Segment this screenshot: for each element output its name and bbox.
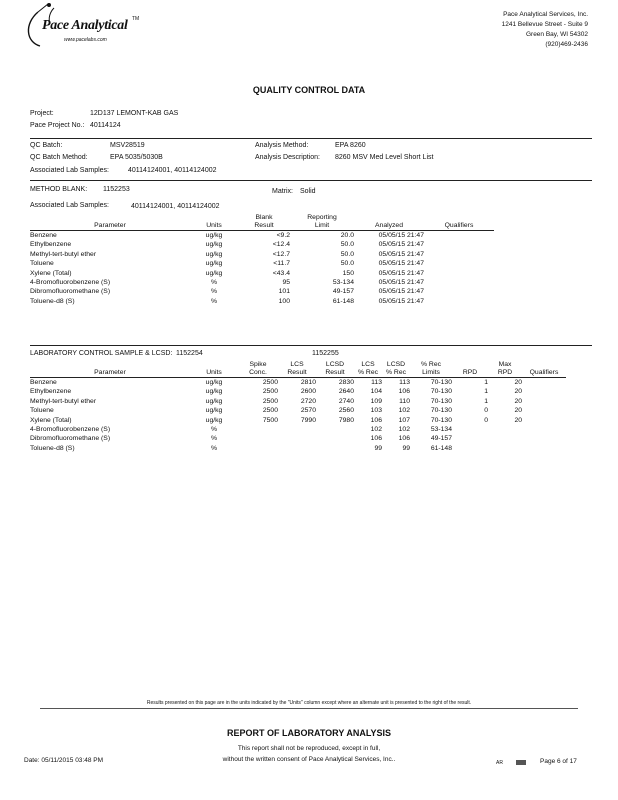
table-cell: 20.0 [340,232,354,239]
table-cell: Xylene (Total) [30,416,72,424]
project-value: 12D137 LEMONT-KAB GAS [90,110,179,117]
pace-logo [18,2,138,58]
table-cell: 05/05/15 21:47 [378,232,424,239]
table-cell: Toluene [30,407,54,415]
col-lcsd-2: Result [325,369,345,376]
table-cell: 05/05/15 21:47 [378,250,424,258]
table-row [30,278,494,287]
table-cell: Ethylbenzene [30,388,72,396]
table-cell: 106 [398,388,410,396]
footer-divider [40,708,578,709]
table-row [30,416,566,425]
qc-method-value: EPA 5035/5030B [110,154,163,161]
table-cell [522,397,566,406]
company-phone: (920)469-2436 [545,41,588,48]
table-row [30,378,566,388]
table-cell [522,425,566,434]
table-cell: Toluene-d8 (S) [30,297,75,305]
method-blank-label: METHOD BLANK: [30,186,88,193]
table-cell: 2830 [338,379,354,386]
table-cell [316,425,354,434]
report-date: Date: 05/11/2015 03:48 PM [24,757,104,764]
table-cell: % [210,288,218,296]
col-blank-1: Blank [255,214,273,221]
table-cell: 110 [399,397,410,405]
table-cell: 2600 [300,388,316,396]
table-cell: 1 [484,397,488,405]
table-cell: 106 [370,416,382,424]
table-cell: 2500 [262,407,278,415]
table-cell: 2720 [300,397,316,405]
table-cell: 2500 [262,388,278,396]
table-cell [424,259,494,268]
table-cell: 2740 [338,397,354,405]
table-cell: % [210,444,218,452]
logo-website: www.pacelabs.com [64,37,107,43]
table-cell: Benzene [30,379,57,386]
col-lcs-1: LCS [290,361,304,368]
table-cell [424,269,494,278]
table-cell [522,416,566,425]
table-cell: <12.4 [272,241,290,249]
table-cell: 102 [398,407,410,415]
col-lcs-2: Result [287,369,307,376]
col-reporting-2: Limit [314,222,330,229]
table-cell: 99 [374,444,382,452]
col-spike-1: Spike [249,361,267,368]
table-cell [424,287,494,296]
table-cell: 2570 [300,407,316,415]
table-cell: 1 [484,388,488,396]
table-cell: 106 [398,435,410,443]
table-cell [488,444,522,453]
pace-project-value: 40114124 [90,122,121,129]
col-units: Units [206,222,222,229]
table-cell [424,278,494,287]
col-rpd: RPD [462,369,478,376]
company-address [502,10,588,50]
matrix-value: Solid [300,188,316,195]
col-limits-1: % Rec [420,361,442,368]
table-row [30,297,494,306]
table-cell: 05/05/15 21:47 [378,288,424,296]
pace-project-label: Pace Project No.: [30,122,85,129]
table-cell: 05/05/15 21:47 [378,269,424,277]
table-cell: Xylene (Total) [30,269,72,277]
table-cell: 20 [514,397,522,405]
associated-samples-label: Associated Lab Samples: [30,167,109,174]
matrix-label: Matrix: [272,188,293,195]
table-cell: 49-157 [332,288,354,296]
table-cell: 05/05/15 21:47 [378,260,424,268]
table-cell [278,425,316,434]
table-cell: 49-157 [430,435,452,443]
table-cell: <11.7 [273,260,290,268]
table-cell: % [210,426,218,434]
col-qualifiers: Qualifiers [529,369,559,376]
table-cell: 70-130 [430,379,452,386]
table-cell: 0 [484,416,488,424]
table-cell: 61-148 [332,297,354,305]
table-row [30,231,494,241]
table-row [30,406,566,415]
units-footnote: Results presented on this page are in the units indicated by the "Units" column except where an alternate unit is presented to the right of the result. [146,700,472,706]
col-maxrpd-1: Max [498,361,512,368]
company-city: Green Bay, WI 54302 [525,31,588,38]
table-cell: 7990 [300,416,316,424]
col-lcsd-rec-1: LCSD [386,361,406,368]
table-row [30,269,494,278]
table-cell: 106 [370,435,382,443]
table-cell: 101 [278,288,290,296]
table-cell: ug/kg [205,388,223,396]
table-cell: 05/05/15 21:47 [378,297,424,305]
table-cell: 4-Bromofluorobenzene (S) [30,279,111,287]
table-cell: 95 [282,279,290,287]
blank-assoc-value: 40114124001, 40114124002 [131,203,220,210]
col-blank-2: Result [254,222,274,229]
project-label: Project: [30,110,54,117]
col-lcs-rec-1: LCS [361,361,375,368]
table-cell [424,231,494,241]
analyst-initials: AR [496,760,503,766]
table-cell: ug/kg [205,407,223,415]
divider [30,138,592,139]
table-cell: Methyl-tert-butyl ether [30,250,97,258]
method-blank-table [30,214,494,306]
table-cell: 103 [370,407,382,415]
table-cell: 50.0 [340,241,354,249]
table-row [30,397,566,406]
reproduction-notice-2: without the written consent of Pace Analytical Services, Inc.. [222,756,396,763]
table-cell: 4-Bromofluorobenzene (S) [30,426,111,434]
table-cell: 7500 [262,416,278,424]
table-cell: % [210,435,218,443]
table-cell: ug/kg [205,416,223,424]
table-cell: 70-130 [430,407,452,415]
table-row [30,425,566,434]
table-cell: ug/kg [205,397,223,405]
table-cell: 104 [370,388,382,396]
page-number: Page 6 of 17 [540,758,577,765]
table-cell: 20 [514,407,522,415]
lcs-label: LABORATORY CONTROL SAMPLE & LCSD: [30,350,173,357]
table-cell: 50.0 [340,250,354,258]
table-cell [452,444,488,453]
qc-method-label: QC Batch Method: [30,154,88,161]
col-reporting-1: Reporting [307,214,337,221]
table-cell: 2560 [338,407,354,415]
table-cell: 05/05/15 21:47 [378,241,424,249]
table-cell: Dibromofluoromethane (S) [30,435,111,443]
table-row [30,250,494,259]
table-cell [238,444,278,453]
table-cell: Methyl-tert-butyl ether [30,397,97,405]
table-row [30,434,566,443]
table-cell [488,434,522,443]
col-analyzed: Analyzed [375,222,403,229]
table-cell: 50.0 [340,260,354,268]
table-cell: 2500 [262,379,278,386]
method-blank-id: 1152253 [103,186,130,193]
table-cell: ug/kg [205,241,223,249]
table-cell [522,378,566,388]
col-maxrpd-2: RPD [497,369,513,376]
table-cell: ug/kg [205,260,223,268]
table-cell: <43.4 [272,269,290,277]
table-cell [424,240,494,249]
table-cell: 0 [484,407,488,415]
table-row [30,240,494,249]
table-cell: ug/kg [205,232,223,239]
table-cell: Dibromofluoromethane (S) [30,288,111,296]
table-cell [316,434,354,443]
table-cell: 53-134 [430,426,452,434]
table-cell: 7980 [338,416,354,424]
logo-wordmark: Pace Analytical [42,18,128,33]
col-spike-2: Conc. [249,369,267,376]
table-cell: 1 [484,379,488,386]
lcsd-id: 1152255 [312,350,339,357]
table-cell: 102 [370,426,382,434]
table-cell [522,387,566,396]
table-cell: Toluene [30,260,54,268]
col-lcsd-1: LCSD [325,361,345,368]
table-cell: ug/kg [205,250,223,258]
table-cell: Ethylbenzene [30,241,72,249]
table-cell: <9.2 [276,232,290,239]
table-cell: ug/kg [205,269,223,277]
table-cell [452,434,488,443]
table-cell: 61-148 [430,444,452,452]
company-street: 1241 Bellevue Street - Suite 9 [501,21,588,28]
table-row [30,444,566,453]
table-cell: 05/05/15 21:47 [378,279,424,287]
table-cell: 113 [399,379,410,386]
table-cell: 2500 [262,397,278,405]
table-cell [424,297,494,306]
table-cell: 102 [398,426,410,434]
divider [30,180,592,181]
table-row [30,287,494,296]
company-name: Pace Analytical Services, Inc. [503,11,588,18]
lcs-id: 1152254 [176,350,203,357]
table-cell: 109 [370,397,382,405]
associated-samples-value: 40114124001, 40114124002 [128,167,217,174]
table-cell: Toluene-d8 (S) [30,444,75,452]
col-qualifiers: Qualifiers [444,222,474,229]
table-cell [238,425,278,434]
analysis-desc-label: Analysis Description: [255,154,320,161]
table-cell: 150 [342,269,354,277]
table-cell: 113 [371,379,382,386]
analysis-method-label: Analysis Method: [255,142,309,149]
table-cell: 53-134 [332,279,354,287]
table-cell [522,406,566,415]
report-title: REPORT OF LABORATORY ANALYSIS [226,728,392,738]
table-cell [488,425,522,434]
col-parameter: Parameter [94,369,126,376]
table-cell: 100 [278,297,290,305]
table-cell: 2810 [300,379,316,386]
table-cell: 2640 [338,388,354,396]
page-title: QUALITY CONTROL DATA [252,85,366,95]
col-limits-2: Limits [422,369,440,376]
table-row [30,387,566,396]
table-cell: 20 [514,379,522,386]
table-cell: 99 [402,444,410,452]
table-cell [522,434,566,443]
table-cell: % [210,279,218,287]
table-cell [278,444,316,453]
table-cell: 70-130 [430,416,452,424]
col-lcsd-rec-2: % Rec [385,369,407,376]
table-cell: <12.7 [272,250,290,258]
lcs-table [30,361,566,453]
col-parameter: Parameter [94,222,126,229]
table-cell: 107 [398,416,410,424]
logo-trademark: TM [132,16,140,22]
table-cell [278,434,316,443]
table-cell: 20 [514,388,522,396]
table-cell [316,444,354,453]
table-cell: Benzene [30,232,57,239]
table-cell [238,434,278,443]
table-cell [522,444,566,453]
barcode-mark-icon [516,760,526,765]
col-lcs-rec-2: % Rec [357,369,379,376]
table-cell [452,425,488,434]
blank-assoc-label: Associated Lab Samples: [30,202,109,209]
analysis-desc-value: 8260 MSV Med Level Short List [335,154,434,161]
table-cell: ug/kg [205,379,223,386]
reproduction-notice-1: This report shall not be reproduced, except in full, [237,745,381,752]
divider [30,345,592,346]
col-units: Units [206,369,222,376]
table-cell: 70-130 [430,388,452,396]
analysis-method-value: EPA 8260 [335,142,366,149]
table-cell [424,250,494,259]
table-cell: 70-130 [430,397,452,405]
table-row [30,259,494,268]
qc-batch-value: MSV28519 [110,142,145,149]
qc-batch-label: QC Batch: [30,142,63,149]
table-cell: % [210,297,218,305]
table-cell: 20 [514,416,522,424]
